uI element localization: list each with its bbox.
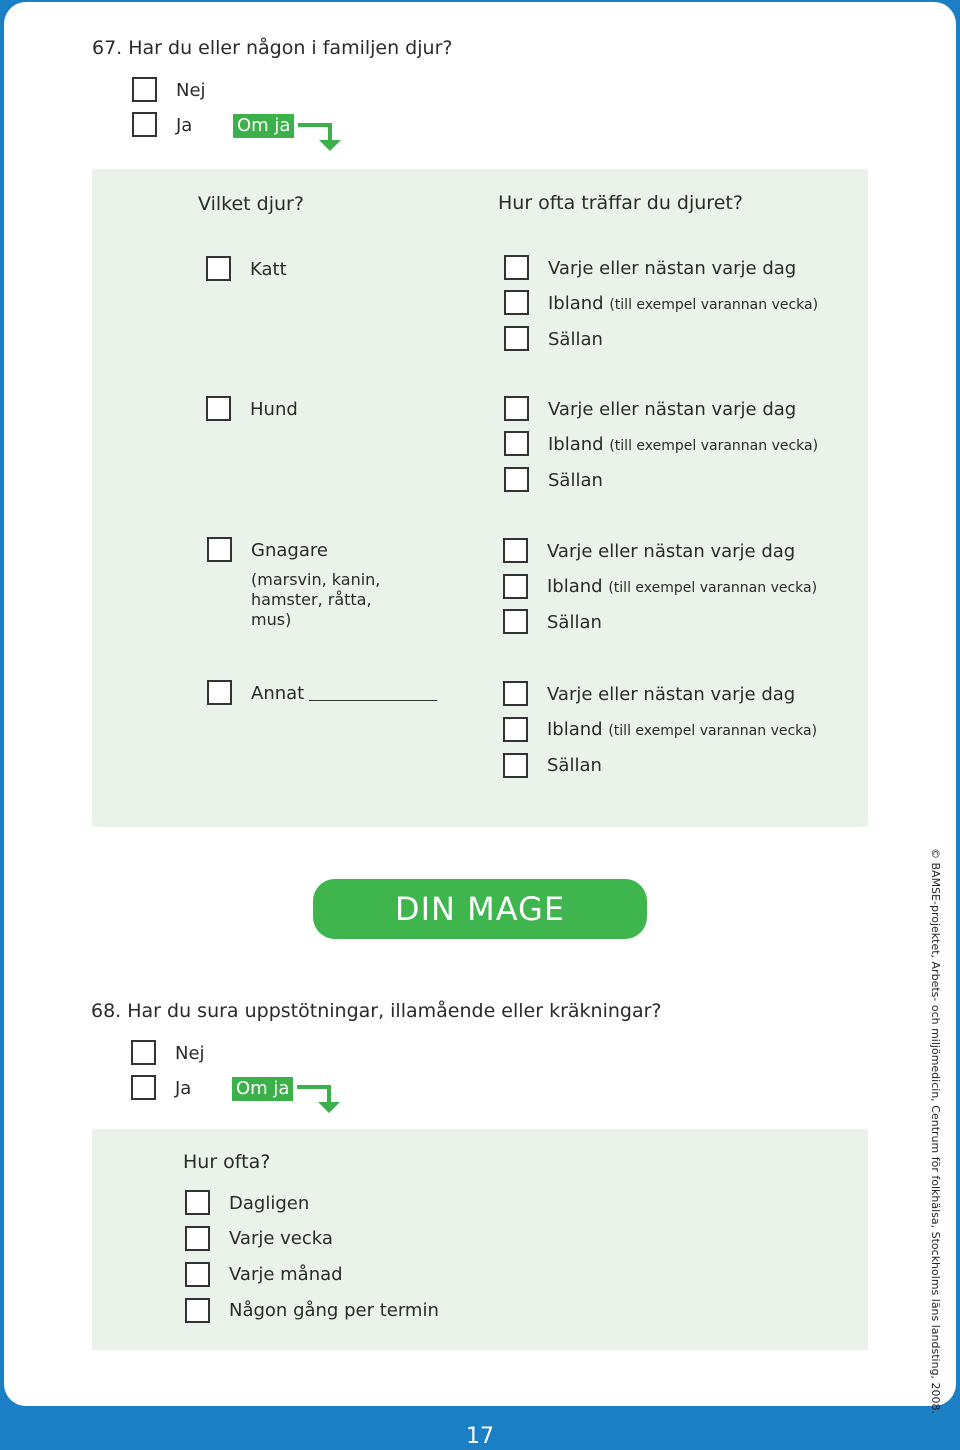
q68-varje-vecka-label: Varje vecka bbox=[229, 1228, 333, 1249]
katt-freq-rarely-label: Sällan bbox=[548, 329, 603, 350]
hund-freq-rarely-checkbox[interactable] bbox=[504, 467, 529, 492]
q68-nej-checkbox[interactable] bbox=[131, 1040, 156, 1065]
q68-arrow-stem bbox=[327, 1085, 331, 1103]
animal-gnagare-checkbox[interactable] bbox=[207, 537, 232, 562]
annat-freq-rarely-label: Sällan bbox=[547, 755, 602, 776]
q68-arrow-line bbox=[297, 1085, 331, 1089]
katt-freq-sometimes-label: Ibland (till exempel varannan vecka) bbox=[548, 293, 819, 314]
hund-freq-sometimes-label: Ibland (till exempel varannan vecka) bbox=[548, 434, 819, 455]
q68-ja-label: Ja bbox=[175, 1078, 192, 1099]
hund-freq-daily-label: Varje eller nästan varje dag bbox=[548, 399, 797, 420]
q68-om-ja-tag: Om ja bbox=[232, 1077, 293, 1101]
animal-gnagare-label: Gnagare bbox=[251, 540, 328, 561]
frequency-header: Hur ofta träffar du djuret? bbox=[498, 192, 743, 214]
section-title-din-mage: DIN MAGE bbox=[313, 879, 647, 939]
q68-arrow-down-icon bbox=[318, 1102, 340, 1113]
animal-hund-label: Hund bbox=[250, 399, 298, 420]
annat-text-field[interactable] bbox=[309, 700, 437, 701]
annat-freq-rarely-checkbox[interactable] bbox=[503, 753, 528, 778]
katt-freq-daily-label: Varje eller nästan varje dag bbox=[548, 258, 797, 279]
gnagare-freq-rarely-label: Sällan bbox=[547, 612, 602, 633]
gnagare-freq-sometimes-label: Ibland (till exempel varannan vecka) bbox=[547, 576, 818, 597]
q67-ja-checkbox[interactable] bbox=[132, 112, 157, 137]
q68-dagligen-label: Dagligen bbox=[229, 1193, 310, 1214]
q68-frequency-header: Hur ofta? bbox=[183, 1151, 271, 1173]
hund-freq-sometimes-checkbox[interactable] bbox=[504, 431, 529, 456]
animal-gnagare-detail: (marsvin, kanin, hamster, råtta, mus) bbox=[251, 570, 381, 629]
q68-dagligen-checkbox[interactable] bbox=[185, 1190, 210, 1215]
page-number: 17 bbox=[466, 1424, 494, 1449]
q67-nej-label: Nej bbox=[176, 80, 206, 101]
q68-per-termin-label: Någon gång per termin bbox=[229, 1300, 439, 1321]
gnagare-freq-daily-label: Varje eller nästan varje dag bbox=[547, 541, 796, 562]
katt-freq-rarely-checkbox[interactable] bbox=[504, 326, 529, 351]
q68-varje-manad-label: Varje månad bbox=[229, 1264, 343, 1285]
annat-freq-daily-label: Varje eller nästan varje dag bbox=[547, 684, 796, 705]
q68-nej-label: Nej bbox=[175, 1043, 205, 1064]
copyright-notice: © BAMSE-projektet, Arbets- och miljömedicin, Centrum för folkhälsa, Stockholms läns landsting, 2008. bbox=[929, 848, 942, 1415]
hund-freq-rarely-label: Sällan bbox=[548, 470, 603, 491]
q68-varje-vecka-checkbox[interactable] bbox=[185, 1226, 210, 1251]
gnagare-freq-sometimes-checkbox[interactable] bbox=[503, 574, 528, 599]
q67-arrow-stem bbox=[328, 123, 332, 141]
katt-freq-daily-checkbox[interactable] bbox=[504, 255, 529, 280]
animal-hund-checkbox[interactable] bbox=[206, 396, 231, 421]
animal-annat-label: Annat bbox=[251, 683, 305, 704]
animal-katt-label: Katt bbox=[250, 259, 287, 280]
q67-arrow-line bbox=[298, 123, 332, 127]
q68-per-termin-checkbox[interactable] bbox=[185, 1298, 210, 1323]
gnagare-freq-daily-checkbox[interactable] bbox=[503, 538, 528, 563]
q68-question: 68. Har du sura uppstötningar, illamående eller kräkningar? bbox=[91, 1000, 662, 1022]
gnagare-freq-rarely-checkbox[interactable] bbox=[503, 609, 528, 634]
annat-freq-sometimes-checkbox[interactable] bbox=[503, 717, 528, 742]
q67-question: 67. Har du eller någon i familjen djur? bbox=[92, 37, 453, 59]
hund-freq-daily-checkbox[interactable] bbox=[504, 396, 529, 421]
katt-freq-sometimes-checkbox[interactable] bbox=[504, 290, 529, 315]
q67-om-ja-tag: Om ja bbox=[233, 114, 294, 138]
q67-arrow-down-icon bbox=[319, 140, 341, 151]
q68-varje-manad-checkbox[interactable] bbox=[185, 1262, 210, 1287]
animal-header: Vilket djur? bbox=[198, 193, 304, 215]
annat-freq-sometimes-label: Ibland (till exempel varannan vecka) bbox=[547, 719, 818, 740]
q67-ja-label: Ja bbox=[176, 115, 193, 136]
q67-nej-checkbox[interactable] bbox=[132, 77, 157, 102]
animal-annat-checkbox[interactable] bbox=[207, 680, 232, 705]
annat-freq-daily-checkbox[interactable] bbox=[503, 681, 528, 706]
q68-ja-checkbox[interactable] bbox=[131, 1075, 156, 1100]
animal-katt-checkbox[interactable] bbox=[206, 256, 231, 281]
